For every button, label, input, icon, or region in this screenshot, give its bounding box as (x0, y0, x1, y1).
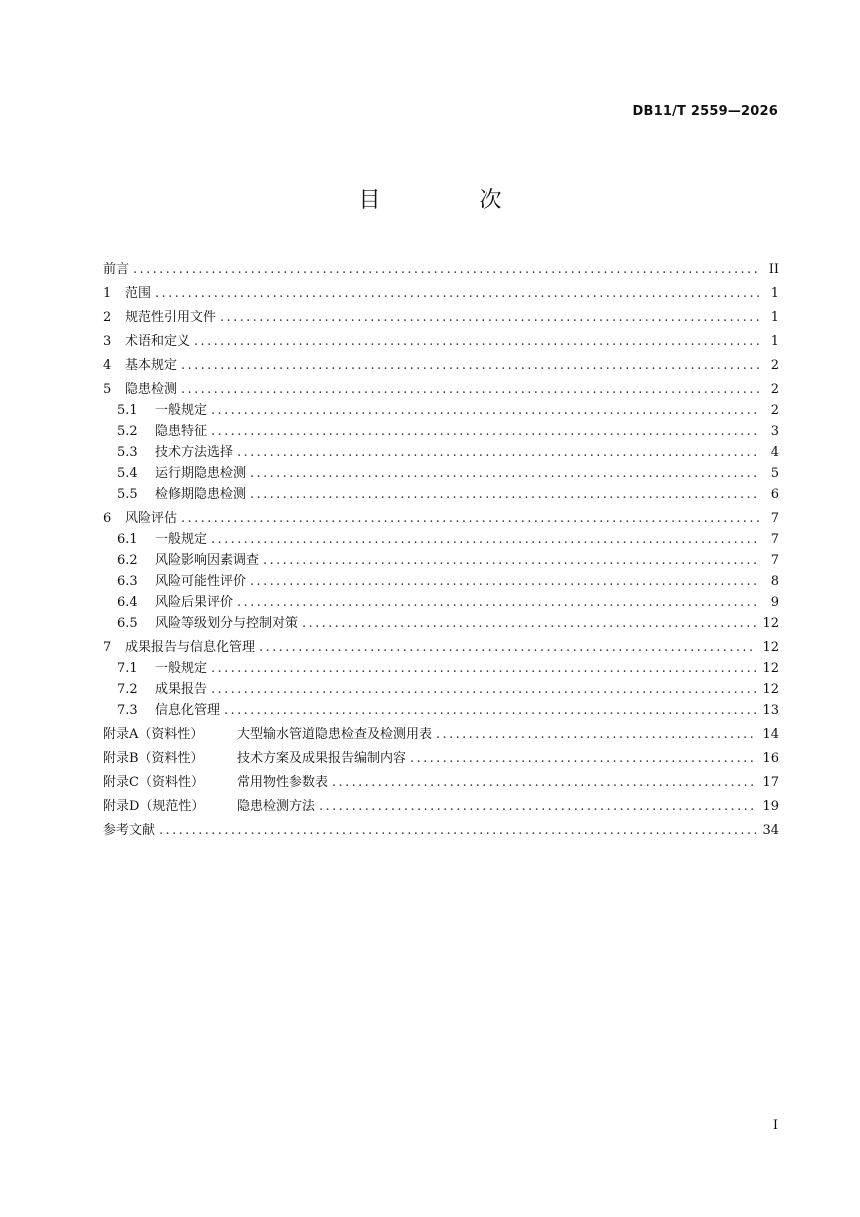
toc-entry-number: 7 (103, 640, 112, 655)
toc-entry-page: 1 (770, 334, 779, 349)
toc-dot-leader (436, 725, 756, 745)
toc-entry-label: 成果报告与信息化管理 (125, 640, 256, 655)
toc-entry-label: 基本规定 (125, 358, 178, 373)
toc-entry-label: 风险后果评价 (155, 595, 234, 610)
toc-dot-leader (237, 593, 759, 613)
toc-dot-leader (410, 749, 756, 769)
toc-entry-number: 6.3 (117, 574, 138, 589)
toc-entry-number: 5 (103, 382, 112, 397)
toc-entry[interactable] (103, 308, 779, 328)
toc-entry-number: 6.1 (117, 532, 138, 547)
toc-entry-number: 附录C（资料性） (103, 775, 204, 790)
toc-entry[interactable] (103, 773, 779, 793)
toc-entry-number: 6.2 (117, 553, 138, 568)
toc-entry[interactable] (103, 443, 779, 463)
toc-entry-number: 5.3 (117, 445, 138, 460)
toc-entry-page: 17 (762, 775, 779, 790)
toc-entry-page: 12 (762, 661, 779, 676)
toc-entry-page: 14 (762, 727, 779, 742)
toc-dot-leader (211, 401, 759, 421)
toc-entry-label: 风险可能性评价 (155, 574, 247, 589)
toc-dot-leader (259, 638, 756, 658)
toc-dot-leader (155, 284, 759, 304)
toc-entry-page: 7 (770, 553, 779, 568)
toc-entry-page: 6 (770, 487, 779, 502)
toc-entry[interactable] (103, 572, 779, 592)
toc-dot-leader (211, 422, 759, 442)
toc-entry[interactable] (103, 530, 779, 550)
toc-dot-leader (181, 509, 759, 529)
toc-dot-leader (237, 443, 759, 463)
page-number: I (772, 1118, 778, 1133)
toc-entry[interactable] (103, 593, 779, 613)
toc-entry-number: 6.4 (117, 595, 138, 610)
toc-entry-label: 常用物性参数表 (237, 775, 329, 790)
toc-entry-label: 术语和定义 (125, 334, 191, 349)
toc-entry-label: 一般规定 (155, 403, 208, 418)
toc-entry[interactable] (103, 551, 779, 571)
toc-entry[interactable] (103, 821, 779, 841)
toc-entry[interactable] (103, 485, 779, 505)
toc-dot-leader (211, 680, 756, 700)
toc-entry[interactable] (103, 659, 779, 679)
toc-dot-leader (194, 332, 759, 352)
toc-entry-page: 1 (770, 286, 779, 301)
toc-entry-number: 5.4 (117, 466, 138, 481)
toc-entry-page: 9 (770, 595, 779, 610)
toc-dot-leader (211, 530, 759, 550)
toc-entry-number: 附录A（资料性） (103, 727, 204, 742)
toc-entry-page: 12 (762, 616, 779, 631)
page-title: 目 次 (358, 188, 548, 213)
toc-entry[interactable] (103, 749, 779, 769)
toc-entry-label: 技术方法选择 (155, 445, 234, 460)
toc-entry-label: 检修期隐患检测 (155, 487, 247, 502)
toc-entry-number: 7.1 (117, 661, 138, 676)
toc-entry-page: II (768, 262, 779, 277)
toc-dot-leader (263, 551, 759, 571)
toc-dot-leader (181, 356, 759, 376)
document-code: DB11/T 2559—2026 (632, 104, 778, 119)
toc-entry[interactable] (103, 701, 779, 721)
toc-entry-label: 大型输水管道隐患检查及检测用表 (237, 727, 433, 742)
toc-entry[interactable] (103, 260, 779, 280)
toc-dot-leader (332, 773, 756, 793)
toc-entry-number: 5.5 (117, 487, 138, 502)
toc-entry-label: 运行期隐患检测 (155, 466, 247, 481)
toc-entry-label: 一般规定 (155, 532, 208, 547)
toc-entry-page: 12 (762, 682, 779, 697)
toc-entry[interactable] (103, 638, 779, 658)
toc-entry[interactable] (103, 332, 779, 352)
toc-entry-page: 7 (770, 511, 779, 526)
toc-entry-page: 1 (770, 310, 779, 325)
toc-entry[interactable] (103, 422, 779, 442)
toc-dot-leader (250, 464, 759, 484)
toc-entry[interactable] (103, 401, 779, 421)
toc-entry-page: 5 (770, 466, 779, 481)
toc-entry-label: 技术方案及成果报告编制内容 (237, 751, 407, 766)
toc-entry[interactable] (103, 614, 779, 634)
toc-dot-leader (181, 380, 759, 400)
toc-entry-number: 5.1 (117, 403, 138, 418)
toc-entry-label: 隐患检测方法 (237, 799, 316, 814)
toc-entry-label: 范围 (125, 286, 152, 301)
toc-dot-leader (224, 701, 756, 721)
toc-entry-number: 1 (103, 286, 112, 301)
toc-entry-number: 附录D（规范性） (103, 799, 205, 814)
toc-entry[interactable] (103, 284, 779, 304)
toc-entry-number: 3 (103, 334, 112, 349)
toc-dot-leader (159, 821, 756, 841)
toc-entry-label: 前言 (103, 262, 130, 277)
toc-entry-number: 4 (103, 358, 112, 373)
toc-entry-page: 7 (770, 532, 779, 547)
toc-entry[interactable] (103, 725, 779, 745)
toc-entry-page: 13 (762, 703, 779, 718)
toc-dot-leader (250, 572, 759, 592)
toc-entry-label: 隐患检测 (125, 382, 178, 397)
toc-entry-number: 2 (103, 310, 112, 325)
toc-entry[interactable] (103, 509, 779, 529)
toc-entry[interactable] (103, 680, 779, 700)
toc-entry-page: 12 (762, 640, 779, 655)
toc-dot-leader (302, 614, 756, 634)
toc-entry[interactable] (103, 356, 779, 376)
toc-entry-label: 成果报告 (155, 682, 208, 697)
toc-entry-number: 7.2 (117, 682, 138, 697)
toc-entry-page: 2 (770, 382, 779, 397)
toc-entry[interactable] (103, 380, 779, 400)
toc-entry-label: 风险等级划分与控制对策 (155, 616, 299, 631)
toc-entry[interactable] (103, 797, 779, 817)
toc-entry-page: 19 (762, 799, 779, 814)
toc-entry-label: 规范性引用文件 (125, 310, 217, 325)
toc-entry-number: 5.2 (117, 424, 138, 439)
toc-entry-page: 2 (770, 358, 779, 373)
toc-entry-number: 附录B（资料性） (103, 751, 204, 766)
toc-entry-page: 3 (770, 424, 779, 439)
toc-dot-leader (133, 260, 759, 280)
toc-entry-number: 6.5 (117, 616, 138, 631)
toc-entry-label: 一般规定 (155, 661, 208, 676)
toc-entry-label: 风险影响因素调查 (155, 553, 260, 568)
toc-dot-leader (319, 797, 756, 817)
toc-entry-page: 16 (762, 751, 779, 766)
toc-entry-label: 参考文献 (103, 823, 156, 838)
toc-dot-leader (220, 308, 759, 328)
toc-entry-label: 隐患特征 (155, 424, 208, 439)
toc-entry-page: 34 (762, 823, 779, 838)
toc-entry-number: 6 (103, 511, 112, 526)
toc-entry-page: 8 (770, 574, 779, 589)
toc-entry-page: 4 (770, 445, 779, 460)
toc-entry-label: 信息化管理 (155, 703, 221, 718)
toc-dot-leader (211, 659, 756, 679)
table-of-contents (103, 256, 779, 842)
toc-entry-page: 2 (770, 403, 779, 418)
toc-dot-leader (250, 485, 759, 505)
toc-entry-number: 7.3 (117, 703, 138, 718)
toc-entry[interactable] (103, 464, 779, 484)
toc-entry-label: 风险评估 (125, 511, 178, 526)
